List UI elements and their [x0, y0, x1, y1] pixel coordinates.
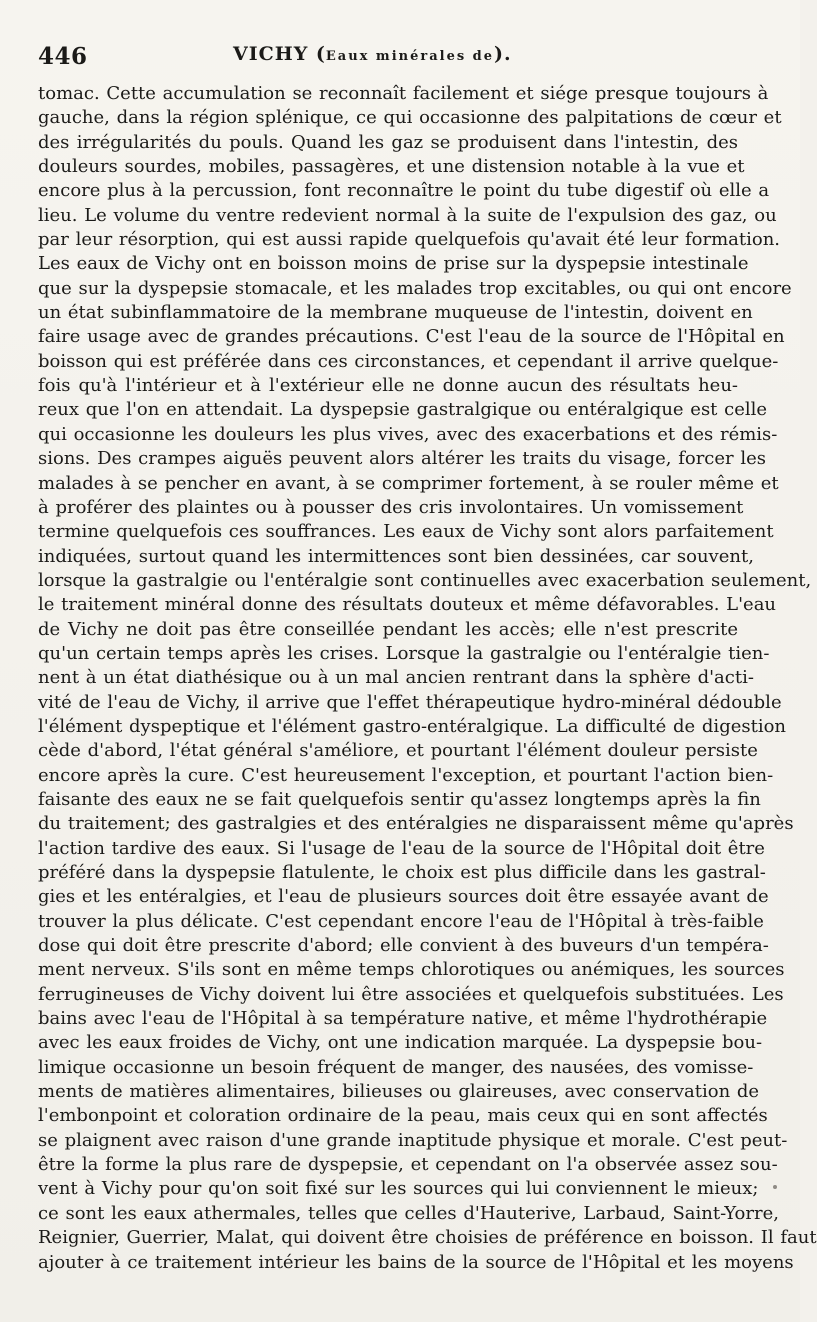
text-line: trouver la plus délicate. C'est cependant encore l'eau de l'Hôpital à très-faible	[38, 910, 764, 932]
text-line: fois qu'à l'intérieur et à l'extérieur elle ne donne aucun des résultats heu-	[38, 375, 738, 397]
text-line: cède d'abord, l'état général s'améliore, et pourtant l'élément douleur persiste	[38, 740, 758, 762]
text-line: l'action tardive des eaux. Si l'usage de l'eau de la source de l'Hôpital doit être	[38, 837, 765, 859]
text-line: boisson qui est préférée dans ces circonstances, et cependant il arrive quelque-	[38, 350, 779, 372]
text-line: tomac. Cette accumulation se reconnaît facilement et siége presque toujours à	[38, 83, 769, 104]
text-line: préféré dans la dyspepsie flatulente, le choix est plus difficile dans les gastral-	[38, 862, 766, 883]
page-header	[38, 40, 738, 74]
text-line: lorsque la gastralgie ou l'entéralgie sont continuelles avec exacerbation seulement,	[38, 569, 812, 591]
text-line: ajouter à ce traitement intérieur les bains de la source de l'Hôpital et les moyens	[38, 1251, 794, 1273]
text-line: qui occasionne les douleurs les plus vives, avec des exacerbations et des rémis-	[38, 423, 778, 445]
running-head-subtitle: Eaux minérales de	[325, 49, 495, 64]
text-line: vent à Vichy pour qu'on soit fixé sur les sources qui lui conviennent le mieux;	[38, 1178, 759, 1200]
page-number: 446	[38, 43, 88, 70]
text-line: sions. Des crampes aiguës peuvent alors altérer les traits du visage, forcer les	[38, 448, 767, 470]
text-line: du traitement; des gastralgies et des entéralgies ne disparaissent même qu'après	[38, 813, 794, 835]
running-head-suffix: ).	[494, 43, 512, 65]
text-line: ments de matières alimentaires, bilieuses ou glaireuses, avec conservation de	[38, 1081, 760, 1103]
text-line: gauche, dans la région splénique, ce qui occasionne des palpitations de cœur et	[38, 107, 782, 129]
text-line: le traitement minéral donne des résultats douteux et même défavorables. L'eau	[38, 594, 777, 616]
text-line: faire usage avec de grandes précautions. C'est l'eau de la source de l'Hôpital en	[38, 326, 785, 348]
text-line: un état subinflammatoire de la membrane muqueuse de l'intestin, doivent en	[38, 302, 753, 324]
text-line: Reignier, Guerrier, Malat, qui doivent être choisies de préférence en boisson. Il faut	[38, 1227, 817, 1249]
text-line: à proférer des plaintes ou à pousser des cris involontaires. Un vomissement	[38, 496, 744, 518]
text-line: nent à un état diathésique ou à un mal ancien rentrant dans la sphère d'acti-	[38, 667, 754, 689]
print-speck	[773, 1185, 777, 1189]
text-line: Les eaux de Vichy ont en boisson moins de prise sur la dyspepsie intestinale	[38, 253, 749, 275]
text-line: dose qui doit être prescrite d'abord; elle convient à des buveurs d'un tempéra-	[38, 935, 769, 957]
running-head	[233, 43, 512, 65]
text-line: ment nerveux. S'ils sont en même temps chlorotiques ou anémiques, les sources	[38, 959, 785, 981]
text-line: indiquées, surtout quand les intermittences sont bien dessinées, car souvent,	[38, 545, 754, 567]
text-line: limique occasionne un besoin fréquent de manger, des nausées, des vomisse-	[38, 1056, 754, 1078]
body-text	[38, 82, 817, 1275]
text-line: gies et les entéralgies, et l'eau de plusieurs sources doit être essayée avant de	[38, 886, 769, 908]
text-line: malades à se pencher en avant, à se comprimer fortement, à se rouler même et	[38, 472, 779, 494]
text-line: par leur résorption, qui est aussi rapide quelquefois qu'avait été leur formation.	[38, 229, 781, 251]
text-line: l'embonpoint et coloration ordinaire de la peau, mais ceux qui en sont affectés	[38, 1105, 768, 1127]
text-line: encore plus à la percussion, font reconnaître le point du tube digestif où elle a	[38, 180, 770, 202]
text-line: l'élément dyspeptique et l'élément gastro-entéralgique. La difficulté de digestion	[38, 715, 787, 737]
text-line: de Vichy ne doit pas être conseillée pendant les accès; elle n'est prescrite	[38, 618, 738, 640]
text-line: ce sont les eaux athermales, telles que celles d'Hauterive, Larbaud, Saint-Yorre,	[38, 1202, 779, 1224]
text-line: vité de l'eau de Vichy, il arrive que l'effet thérapeutique hydro-minéral dédouble	[38, 691, 782, 713]
text-line: être la forme la plus rare de dyspepsie, et cependant on l'a observée assez sou-	[38, 1154, 778, 1176]
text-line: lieu. Le volume du ventre redevient normal à la suite de l'expulsion des gaz, ou	[38, 204, 777, 226]
text-line: termine quelquefois ces souffrances. Les eaux de Vichy sont alors parfaitement	[38, 521, 774, 543]
text-line: faisante des eaux ne se fait quelquefois sentir qu'assez longtemps après la fin	[38, 788, 761, 810]
text-line: avec les eaux froides de Vichy, ont une indication marquée. La dyspepsie bou-	[38, 1032, 763, 1054]
text-line: qu'un certain temps après les crises. Lorsque la gastralgie ou l'entéralgie tien-	[38, 642, 770, 664]
text-line: des irrégularités du pouls. Quand les gaz se produisent dans l'intestin, des	[38, 131, 738, 153]
text-line: ferrugineuses de Vichy doivent lui être associées et quelquefois substituées. Les	[38, 983, 784, 1005]
text-line: que sur la dyspepsie stomacale, et les malades trop excitables, ou qui ont encore	[38, 277, 792, 299]
text-line: douleurs sourdes, mobiles, passagères, et une distension notable à la vue et	[38, 156, 745, 178]
running-head-title: VICHY (	[233, 43, 326, 65]
text-line: se plaignent avec raison d'une grande inaptitude physique et morale. C'est peut-	[38, 1129, 788, 1151]
text-line: encore après la cure. C'est heureusement l'exception, et pourtant l'action bien-	[38, 764, 774, 786]
text-line: bains avec l'eau de l'Hôpital à sa température native, et même l'hydrothérapie	[38, 1008, 768, 1030]
text-line: reux que l'on en attendait. La dyspepsie gastralgique ou entéralgique est celle	[38, 399, 768, 421]
